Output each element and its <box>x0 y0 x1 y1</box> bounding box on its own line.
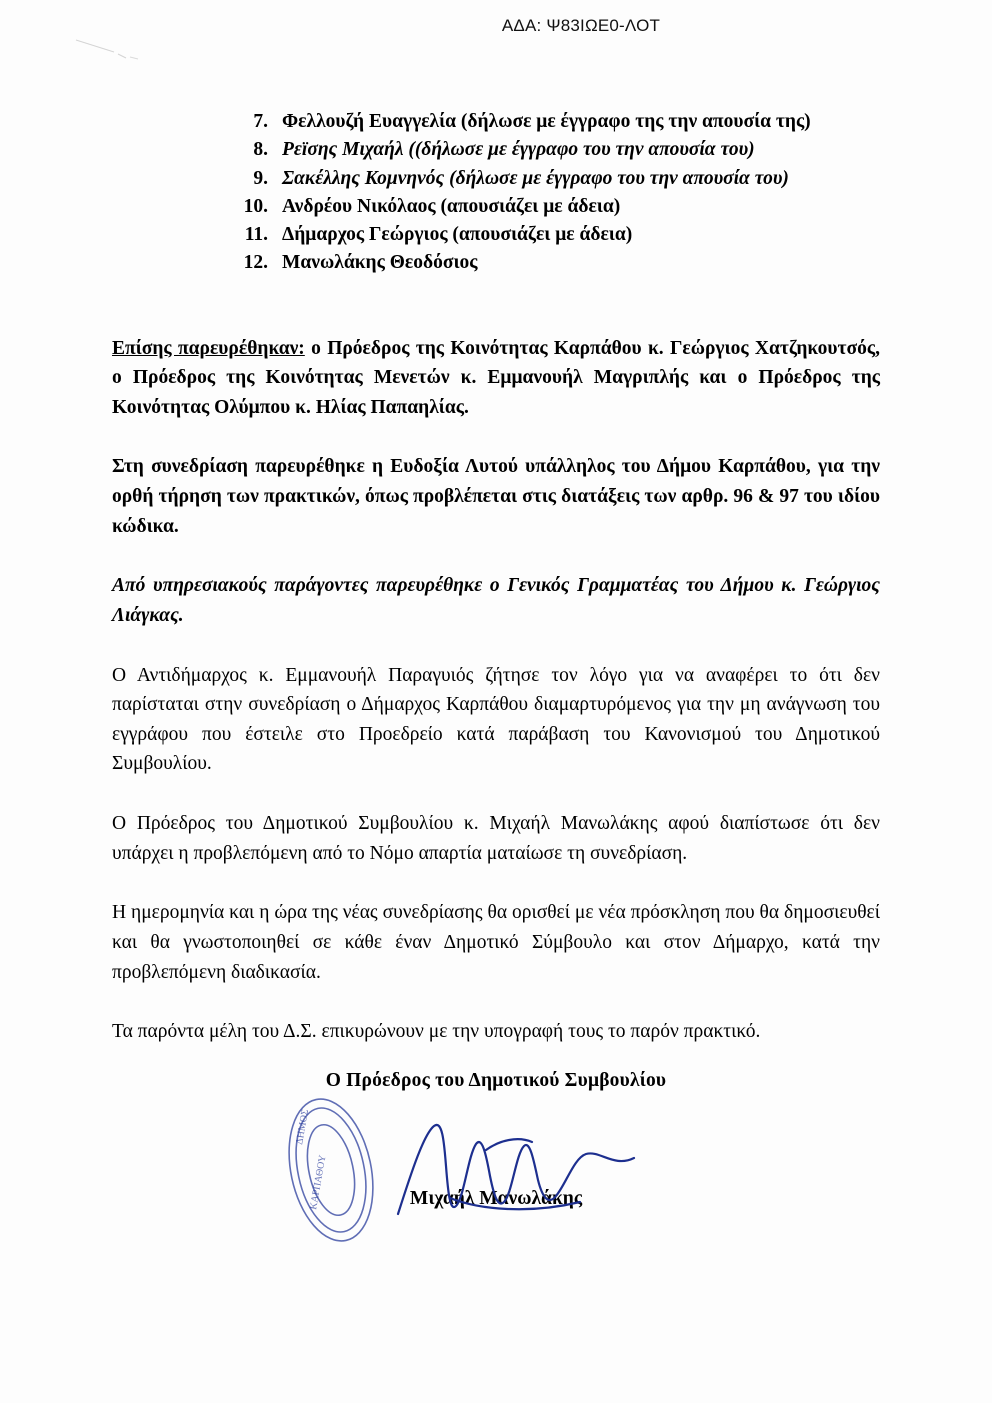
svg-text:ΔΗΜΟΣ: ΔΗΜΟΣ <box>294 1108 312 1146</box>
list-item <box>112 136 880 164</box>
member-list <box>112 108 880 278</box>
paragraph-body-4: Τα παρόντα μέλη του Δ.Σ. επικυρώνουν με την υπογραφή τους το παρόν πρακτικό. <box>112 1021 761 1043</box>
list-item <box>112 108 880 136</box>
ada-code-label: ΑΔΑ: Ψ83ΙΩΕ0-ΛΟΤ <box>501 16 661 35</box>
list-item-number: 7. <box>253 111 268 132</box>
list-item <box>112 193 880 221</box>
paragraph-also-present <box>112 334 880 423</box>
also-present-text: ο Πρόεδρος της Κοινότητας Καρπάθου κ. Γεώργιος Χατζηκουτσός, ο Πρόεδρος της Κοινότητας Μενετών κ. Εμμανουήλ Μαγριπλής και ο Πρόεδρος της Κοινότητας Ολύμπου κ. Ηλίας Παπαηλίας. <box>112 337 880 418</box>
svg-text:ΚΑΡΠΑΘΟΥ: ΚΑΡΠΑΘΟΥ <box>308 1154 329 1211</box>
also-present-label: Επίσης παρευρέθηκαν: <box>112 337 305 359</box>
signature-title: Ο Πρόεδρος του Δημοτικού Συμβουλίου <box>325 1070 667 1091</box>
list-item-label: Μανωλάκης Θεοδόσιος <box>282 252 478 274</box>
signature-name: Μιχαήλ Μανωλάκης <box>409 1188 583 1209</box>
paragraph-secretary: Στη συνεδρίαση παρευρέθηκε η Ευδοξία Λυτού υπάλληλος του Δήμου Καρπάθου, για την ορθή τήρηση των πρακτικών, όπως προβλέπεται στις διατάξεις των αρθρ. 96 & 97 του ιδίου κώδικα. <box>112 456 880 537</box>
list-item <box>112 221 880 249</box>
list-item-label: Δήμαρχος Γεώργιος (απουσιάζει με άδεια) <box>282 224 633 246</box>
signature-block <box>112 1070 880 1210</box>
list-item-label: Ανδρέου Νικόλαος (απουσιάζει με άδεια) <box>282 195 621 217</box>
paragraph-body-3: Η ημερομηνία και η ώρα της νέας συνεδρίασης θα ορισθεί με νέα πρόσκληση που θα δημοσιευθεί και θα γνωστοποιηθεί σε κάθε έναν Δημοτικό Σύμβουλο και στον Δήμαρχο, κατά την προβλεπόμενη διαδικασία. <box>112 902 880 983</box>
list-item-number: 12. <box>243 252 268 274</box>
corner-pencil-mark-icon <box>74 38 144 60</box>
list-item <box>112 165 880 193</box>
list-item-number: 10. <box>243 195 268 217</box>
list-item-label: Ρεϊσης Μιχαήλ ((δήλωσε με έγγραφο του την απουσία του) <box>282 139 755 161</box>
paragraph-body-2: Ο Πρόεδρος του Δημοτικού Συμβουλίου κ. Μιχαήλ Μανωλάκης αφού διαπίστωσε ότι δεν υπάρχει η προβλεπόμενη από το Νόμο απαρτία ματαίωσε τη συνεδρίαση. <box>112 813 880 864</box>
list-item <box>112 249 880 277</box>
list-item-number: 9. <box>253 167 268 189</box>
list-item-label: Φελλουζή Ευαγγελία (δήλωσε με έγγραφο της την απουσία της) <box>282 111 811 132</box>
list-item-number: 8. <box>253 139 268 161</box>
paragraph-body-1: Ο Αντιδήμαρχος κ. Εμμανουήλ Παραγυιός ζήτησε τον λόγο για να αναφέρει το ότι δεν παρίσταται στην συνεδρίαση ο Δήμαρχος Καρπάθου διαμαρτυρόμενος για την μη ανάγνωση του εγγράφου που έστειλε στο Προεδρείο κατά παράβαση του Κανονισμού του Δημοτικού Συμβουλίου. <box>112 664 880 775</box>
list-item-number: 11. <box>244 224 268 246</box>
paragraph-general-secretary: Από υπηρεσιακούς παράγοντες παρευρέθηκε ο Γενικός Γραμματέας του Δήμου κ. Γεώργιος Λιάγκας. <box>112 575 880 626</box>
document-content <box>112 108 880 1047</box>
list-item-label: Σακέλλης Κομνηνός (δήλωσε με έγγραφο του την απουσία του) <box>282 167 789 189</box>
ada-header <box>0 16 992 36</box>
